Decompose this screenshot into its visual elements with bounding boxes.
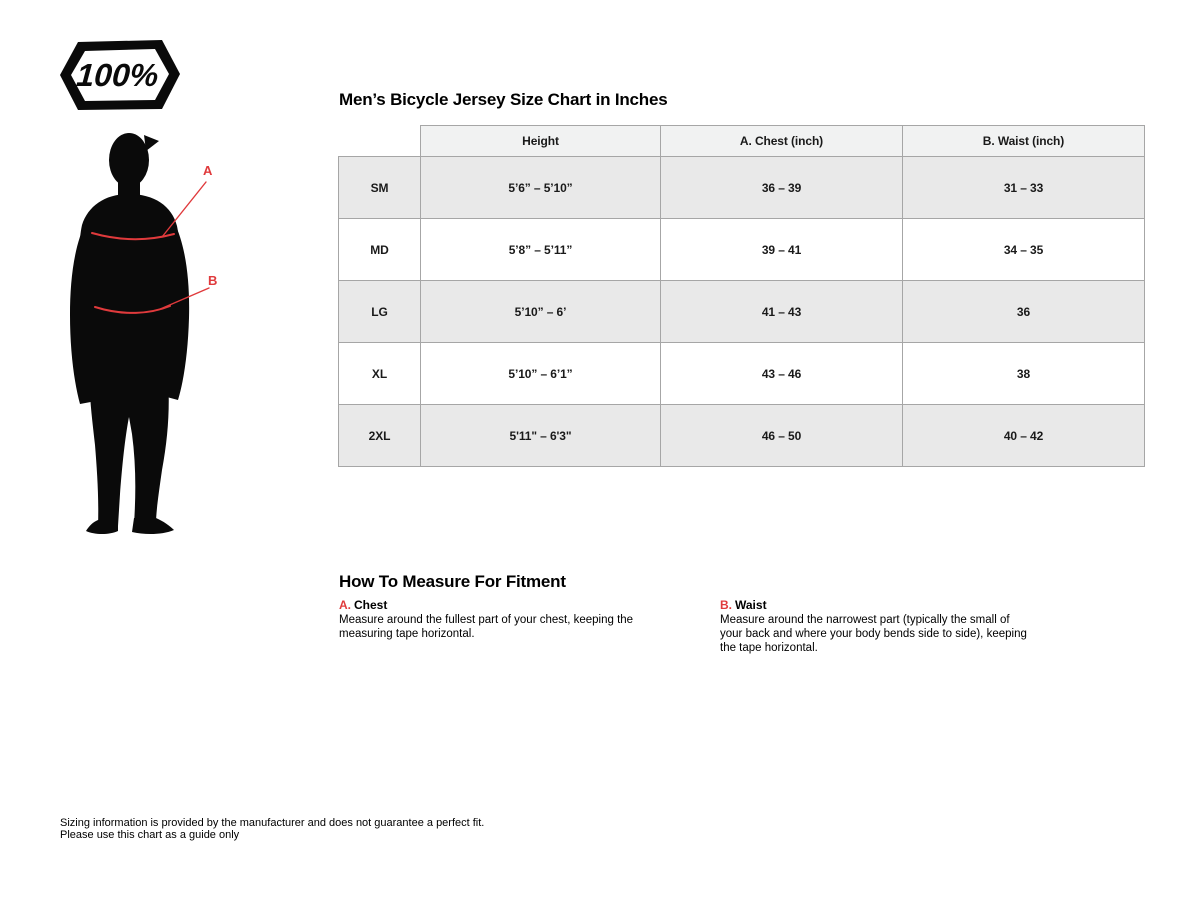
table-row-2xl [339, 405, 1145, 467]
disclaimer [60, 817, 484, 841]
waist-cell: 31 – 33 [903, 157, 1145, 219]
height-cell: 5'11" – 6'3" [421, 405, 661, 467]
chest-heading [339, 598, 651, 612]
height-cell: 5’10” – 6’1” [421, 343, 661, 405]
torso [79, 194, 180, 382]
height-cell: 5’6” – 5’10” [421, 157, 661, 219]
measurement-figure [62, 130, 222, 545]
waist-cell: 34 – 35 [903, 219, 1145, 281]
table-row-lg [339, 281, 1145, 343]
size-cell: MD [339, 219, 421, 281]
waist-cell: 36 [903, 281, 1145, 343]
header-height: Height [421, 126, 661, 157]
man-silhouette [70, 133, 189, 534]
size-cell: 2XL [339, 405, 421, 467]
page-title: Men’s Bicycle Jersey Size Chart in Inches [339, 90, 668, 109]
size-cell: XL [339, 343, 421, 405]
brand-logo [60, 38, 180, 112]
size-cell: SM [339, 157, 421, 219]
hair [144, 135, 159, 151]
left-foot [86, 520, 118, 534]
header-chest: A. Chest (inch) [661, 126, 903, 157]
legs [90, 378, 169, 526]
waist-cell: 40 – 42 [903, 405, 1145, 467]
chest-cell: 36 – 39 [661, 157, 903, 219]
chest-cell: 39 – 41 [661, 219, 903, 281]
table-row-xl [339, 343, 1145, 405]
table-header-row [339, 126, 1145, 157]
height-cell: 5’8” – 5’11” [421, 219, 661, 281]
waist-name: Waist [735, 598, 767, 612]
chest-letter: A. [339, 598, 351, 612]
howto-title: How To Measure For Fitment [339, 572, 566, 591]
measure-guide-waist [720, 598, 1032, 655]
chest-label-a: A [203, 163, 213, 178]
disclaimer-line-1: Sizing information is provided by the manufacturer and does not guarantee a perfect fit. [60, 817, 485, 829]
waist-letter: B. [720, 598, 732, 612]
chest-cell: 43 – 46 [661, 343, 903, 405]
waist-label-b: B [208, 273, 218, 288]
waist-heading [720, 598, 1032, 612]
chest-cell: 46 – 50 [661, 405, 903, 467]
waist-instructions: Measure around the narrowest part (typically the small of your back and where your body bends side to side), keeping the tape horizontal. [720, 614, 1027, 654]
right-foot [132, 518, 174, 534]
chest-instructions: Measure around the fullest part of your chest, keeping the measuring tape horizontal. [339, 614, 634, 640]
logo-text: 100% [75, 57, 160, 93]
size-cell: LG [339, 281, 421, 343]
chest-cell: 41 – 43 [661, 281, 903, 343]
table-row-md [339, 219, 1145, 281]
height-cell: 5’10” – 6’ [421, 281, 661, 343]
chest-leader-line [162, 182, 206, 237]
size-table-container [338, 125, 1145, 467]
chest-name: Chest [354, 598, 388, 612]
waist-cell: 38 [903, 343, 1145, 405]
table-row-sm [339, 157, 1145, 219]
size-table [338, 125, 1145, 467]
measure-guide-chest [339, 598, 651, 641]
table-corner-cell [339, 126, 421, 157]
disclaimer-line-2: Please use this chart as a guide only [60, 829, 240, 841]
header-waist: B. Waist (inch) [903, 126, 1145, 157]
